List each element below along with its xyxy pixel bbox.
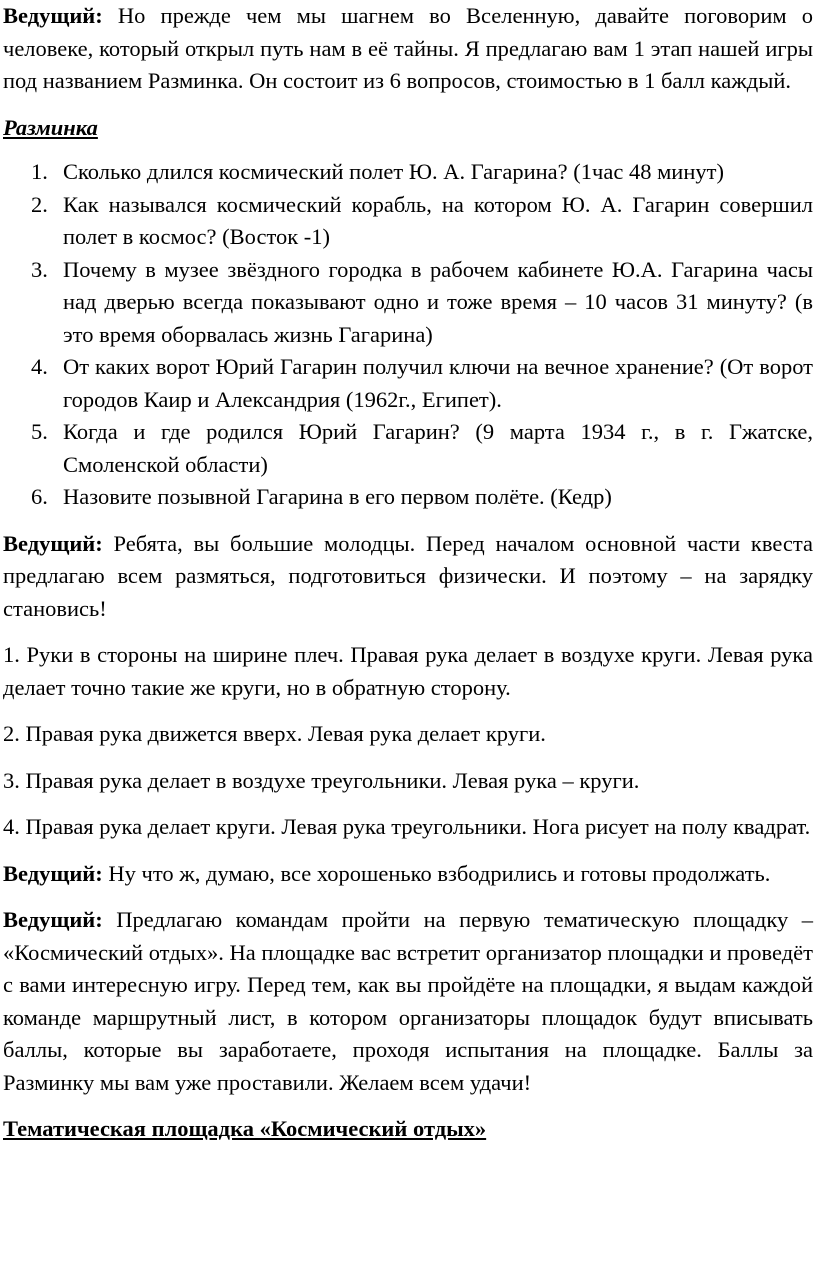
exercise-intro-text: Ребята, вы большие молодцы. Перед началом основной части квеста предлагаю всем размяться, подготовиться физически. И поэтому – на зарядку становись! — [3, 530, 813, 621]
exercise-paragraph: 3. Правая рука делает в воздухе треугольники. Левая рука – круги. — [3, 767, 640, 793]
question-text: Назовите позывной Гагарина в его первом полёте. (Кедр) — [63, 484, 612, 509]
question-number: 1. — [31, 159, 48, 184]
question-text: Почему в музее звёздного городка в рабочем кабинете Ю.А. Гагарина часы над дверью всегда показывают одно и тоже время – 10 часов 31 минуту? (в это время оборвалась жизнь Гагарина) — [63, 256, 813, 347]
speaker-label: Ведущий: — [3, 907, 103, 932]
warmup-questions — [3, 156, 813, 514]
question-item — [3, 351, 813, 416]
question-text: От каких ворот Юрий Гагарин получил ключи на вечное хранение? (От ворот городов Каир и Александрия (1962г., Египет). — [63, 354, 813, 412]
question-item — [3, 189, 813, 254]
question-text: Когда и где родился Юрий Гагарин? (9 марта 1934 г., в г. Гжатске, Смоленской области) — [63, 419, 813, 477]
next-section-title: Тематическая площадка «Космический отдых» — [3, 1116, 487, 1141]
question-text: Как назывался космический корабль, на котором Ю. А. Гагарин совершил полет в космос? (Восток -1) — [63, 191, 813, 249]
speaker-label: Ведущий: — [3, 860, 103, 886]
speaker-label: Ведущий: — [3, 530, 103, 556]
question-item — [3, 481, 813, 514]
intro-text: Но прежде чем мы шагнем во Вселенную, давайте поговорим о человеке, который открыл путь нам в её тайны. Я предлагаю вам 1 этап нашей игры под названием Разминка. Он состоит из 6 вопросов, стоимостью в 1 балл каждый. — [3, 3, 813, 93]
question-number: 3. — [31, 256, 48, 282]
question-number: 2. — [31, 191, 48, 217]
warmup-title: Разминка — [3, 114, 98, 140]
question-text: Сколько длился космический полет Ю. А. Гагарина? (1час 48 минут) — [63, 159, 724, 184]
instructions-text: Предлагаю командам пройти на первую тематическую площадку – «Космический отдых». На площадке вас встретит организатор площадки и проведёт с вами интересную игру. Перед тем, как вы пройдёте на площадки, я выдам каждой команде маршрутный лист, в котором организаторы площадок будут вписывать баллы, которые вы заработаете, проходя испытания на площадке. Баллы за Разминку мы вам уже проставили. Желаем всем удачи! — [3, 907, 813, 1095]
intro-paragraph — [3, 0, 813, 98]
question-item — [3, 156, 813, 189]
question-number: 6. — [31, 484, 48, 509]
exercise-paragraph: 4. Правая рука делает круги. Левая рука треугольники. Нога рисует на полу квадрат. — [3, 814, 811, 839]
exercise-paragraph: 1. Руки в стороны на ширине плеч. Правая рука делает в воздухе круги. Левая рука делает точно такие же круги, но в обратную сторону. — [3, 642, 813, 700]
instructions-paragraph — [3, 904, 813, 1099]
after-exercise-paragraph — [3, 858, 813, 891]
exercise-paragraph: 2. Правая рука движется вверх. Левая рука делает круги. — [3, 721, 546, 746]
speaker-label: Ведущий: — [3, 3, 103, 28]
exercise-intro-paragraph — [3, 528, 813, 626]
after-exercise-text: Ну что ж, думаю, все хорошенько взбодрились и готовы продолжать. — [102, 860, 771, 886]
question-number: 4. — [31, 354, 48, 379]
question-number: 5. — [31, 419, 48, 444]
question-item — [3, 416, 813, 481]
question-item — [3, 254, 813, 352]
